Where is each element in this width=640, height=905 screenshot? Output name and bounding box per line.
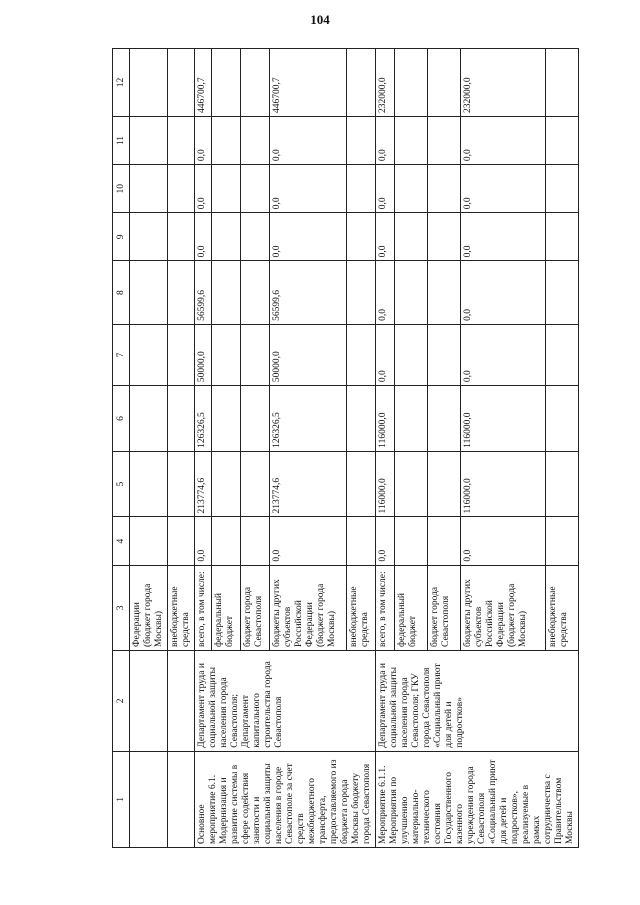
value-cell: 0,0 [460, 116, 546, 164]
value-cell: 0,0 [460, 324, 546, 385]
value-cell [212, 49, 241, 117]
value-cell [546, 451, 579, 517]
value-cell: 0,0 [376, 324, 395, 385]
value-cell [168, 261, 195, 324]
value-cell [395, 213, 428, 261]
value-cell: 116000,0 [460, 451, 546, 517]
table-row [195, 49, 212, 848]
funding-source-cell: всего, в том числе: [376, 565, 395, 650]
measure-cell: Мероприятие 6.1.1. Мероприятия по улучшению материально-технического состояния Государственного казенного учреждения города Севастополя «Социальный приют для детей и подростков», реализуемые в рамках сотрудничества с Правительством Москвы [376, 751, 579, 847]
value-cell: 56599,6 [195, 261, 212, 324]
value-cell [427, 49, 460, 117]
value-cell: 0,0 [376, 517, 395, 565]
value-cell [427, 261, 460, 324]
page-number: 104 [310, 12, 330, 27]
value-cell: 116000,0 [460, 386, 546, 452]
value-cell: 0,0 [270, 165, 346, 213]
column-number: 3 [113, 565, 130, 650]
funding-source-cell: Федерации (бюджет города Москвы) [130, 565, 168, 650]
funding-source-cell: федеральный бюджет [395, 565, 428, 650]
value-cell [130, 451, 168, 517]
executor-cell: Департамент труда и социальной защиты населения города Севастополя; ГКУ города Севастополя «Социальный приют для детей и подростков» [376, 651, 579, 752]
value-cell [346, 261, 375, 324]
rotated-table-area [112, 48, 576, 848]
value-cell [241, 451, 270, 517]
value-cell: 50000,0 [270, 324, 346, 385]
measure-cell: Основное мероприятие 6.1. Модернизация и развитие системы в сфере содействия занятости и социальной защиты населения в городе Севастополе за счет средств межбюджетного трансферта, предоставляемого из бюджета города Москвы бюджету города Севастополя [195, 751, 376, 847]
table-row [130, 49, 168, 848]
value-cell [427, 386, 460, 452]
value-cell [427, 213, 460, 261]
value-cell: 213774,6 [195, 451, 212, 517]
value-cell: 0,0 [460, 213, 546, 261]
value-cell [241, 324, 270, 385]
funding-source-cell: бюджеты других субъектов Российской Федерации (бюджет города Москвы) [460, 565, 546, 650]
value-cell [130, 49, 168, 117]
value-cell [212, 451, 241, 517]
funding-source-cell: федеральный бюджет [212, 565, 241, 650]
funding-source-cell: внебюджетные средства [346, 565, 375, 650]
value-cell: 0,0 [376, 116, 395, 164]
funding-source-cell: всего, в том числе: [195, 565, 212, 650]
value-cell: 0,0 [195, 165, 212, 213]
value-cell: 446700,7 [195, 49, 212, 117]
value-cell [130, 116, 168, 164]
value-cell [241, 517, 270, 565]
column-number: 2 [113, 651, 130, 752]
value-cell [130, 213, 168, 261]
value-cell: 126326,5 [270, 386, 346, 452]
value-cell [212, 386, 241, 452]
executor-cell: Департамент труда и социальной защиты населения города Севастополя; Департамент капитального строительства города Севастополя [195, 651, 376, 752]
value-cell [130, 165, 168, 213]
column-number: 12 [113, 49, 130, 117]
value-cell: 116000,0 [376, 386, 395, 452]
value-cell [546, 116, 579, 164]
value-cell [546, 517, 579, 565]
value-cell [546, 165, 579, 213]
value-cell: 0,0 [460, 261, 546, 324]
value-cell: 446700,7 [270, 49, 346, 117]
value-cell [241, 165, 270, 213]
funding-source-cell: бюджет города Севастополя [241, 565, 270, 650]
measure-cell-continued [168, 751, 195, 847]
value-cell: 126326,5 [195, 386, 212, 452]
column-number: 5 [113, 451, 130, 517]
column-number: 9 [113, 213, 130, 261]
executor-cell-continued [130, 651, 168, 752]
value-cell [346, 517, 375, 565]
value-cell [395, 386, 428, 452]
table-row [168, 49, 195, 848]
value-cell [212, 261, 241, 324]
value-cell [395, 116, 428, 164]
header-row [113, 49, 130, 848]
value-cell [212, 116, 241, 164]
value-cell: 0,0 [376, 165, 395, 213]
value-cell [130, 517, 168, 565]
value-cell [395, 165, 428, 213]
column-number: 8 [113, 261, 130, 324]
value-cell [212, 165, 241, 213]
value-cell [241, 386, 270, 452]
column-number: 7 [113, 324, 130, 385]
value-cell [346, 116, 375, 164]
value-cell: 0,0 [195, 213, 212, 261]
value-cell: 0,0 [376, 261, 395, 324]
value-cell: 213774,6 [270, 451, 346, 517]
value-cell [212, 517, 241, 565]
column-number: 1 [113, 751, 130, 847]
value-cell [168, 324, 195, 385]
value-cell [346, 324, 375, 385]
executor-cell-continued [168, 651, 195, 752]
funding-source-cell: внебюджетные средства [168, 565, 195, 650]
column-number: 6 [113, 386, 130, 452]
column-number: 11 [113, 116, 130, 164]
value-cell [241, 213, 270, 261]
table-body [130, 49, 579, 848]
value-cell [546, 49, 579, 117]
value-cell [241, 116, 270, 164]
value-cell [346, 213, 375, 261]
table-row [376, 49, 395, 848]
value-cell [427, 324, 460, 385]
value-cell: 0,0 [270, 213, 346, 261]
value-cell: 116000,0 [376, 451, 395, 517]
value-cell [395, 517, 428, 565]
value-cell [395, 451, 428, 517]
value-cell [395, 324, 428, 385]
value-cell: 0,0 [195, 517, 212, 565]
value-cell [212, 324, 241, 385]
value-cell [130, 386, 168, 452]
value-cell: 0,0 [270, 517, 346, 565]
value-cell [168, 386, 195, 452]
column-number: 10 [113, 165, 130, 213]
funding-source-cell: бюджеты других субъектов Российской Федерации (бюджет города Москвы) [270, 565, 346, 650]
measure-cell-continued [130, 751, 168, 847]
value-cell [546, 213, 579, 261]
value-cell [346, 386, 375, 452]
value-cell: 0,0 [376, 213, 395, 261]
value-cell [346, 165, 375, 213]
value-cell [427, 451, 460, 517]
value-cell [130, 261, 168, 324]
value-cell: 232000,0 [460, 49, 546, 117]
value-cell: 56599,6 [270, 261, 346, 324]
budget-table [112, 48, 579, 848]
value-cell [395, 49, 428, 117]
value-cell [427, 116, 460, 164]
value-cell [168, 213, 195, 261]
value-cell [168, 165, 195, 213]
value-cell [546, 261, 579, 324]
value-cell [427, 165, 460, 213]
value-cell [168, 517, 195, 565]
value-cell: 0,0 [460, 517, 546, 565]
value-cell [241, 49, 270, 117]
value-cell [241, 261, 270, 324]
value-cell [546, 386, 579, 452]
column-number: 4 [113, 517, 130, 565]
value-cell [168, 49, 195, 117]
value-cell [212, 213, 241, 261]
value-cell: 0,0 [460, 165, 546, 213]
funding-source-cell: внебюджетные средства [546, 565, 579, 650]
value-cell [427, 517, 460, 565]
value-cell [168, 451, 195, 517]
value-cell [130, 324, 168, 385]
value-cell: 232000,0 [376, 49, 395, 117]
value-cell: 0,0 [195, 116, 212, 164]
value-cell: 0,0 [270, 116, 346, 164]
value-cell [546, 324, 579, 385]
value-cell [346, 49, 375, 117]
funding-source-cell: бюджет города Севастополя [427, 565, 460, 650]
value-cell [395, 261, 428, 324]
value-cell [346, 451, 375, 517]
value-cell [168, 116, 195, 164]
value-cell: 50000,0 [195, 324, 212, 385]
